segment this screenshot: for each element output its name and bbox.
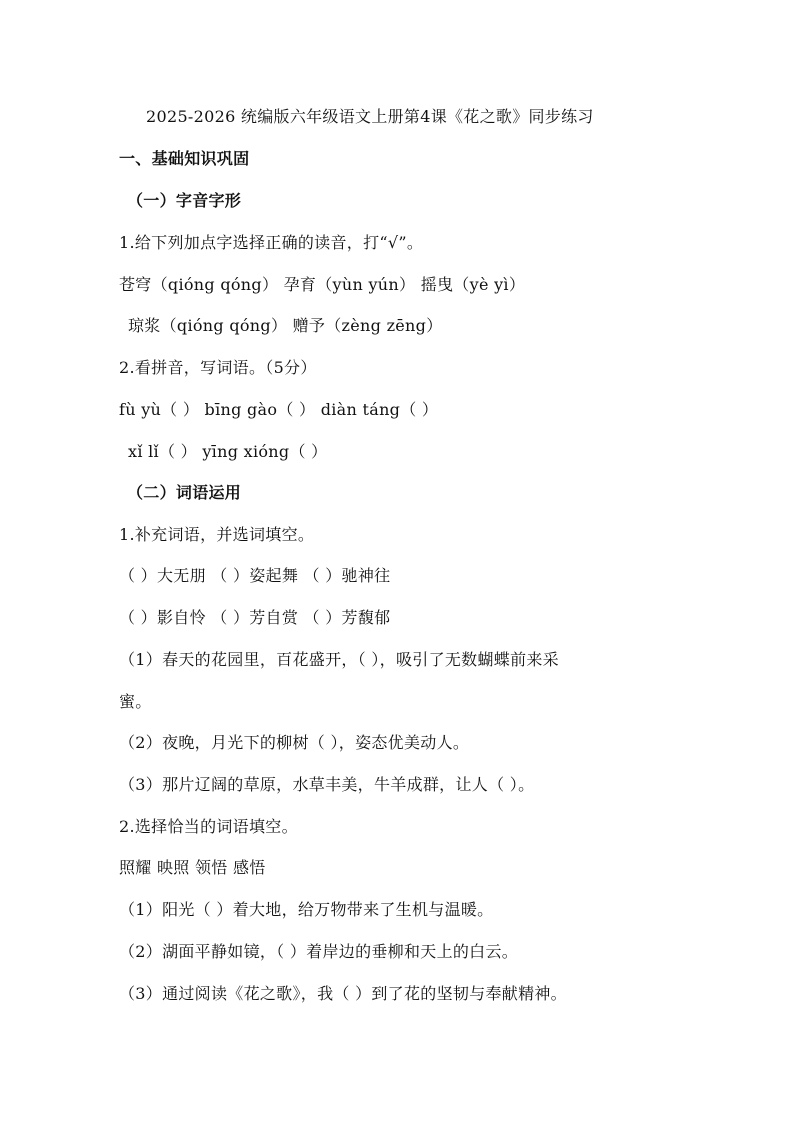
question-4-sentence-2: （2）湖面平静如镜，（ ）着岸边的垂柳和天上的白云。 bbox=[119, 942, 519, 961]
question-4-sentence-1: （1）阳光（ ）着大地，给万物带来了生机与温暖。 bbox=[119, 900, 494, 919]
question-3-sentence-3: （3）那片辽阔的草原，水草丰美，牛羊成群，让人（ ）。 bbox=[119, 775, 535, 794]
question-4-sentence-3: （3）通过阅读《花之歌》，我（ ）到了花的坚韧与奉献精神。 bbox=[119, 984, 567, 1003]
question-4-prompt: 2.选择恰当的词语填空。 bbox=[119, 817, 298, 836]
question-2-prompt: 2.看拼音，写词语。（5分） bbox=[119, 358, 317, 377]
question-3-prompt: 1.补充词语，并选词填空。 bbox=[119, 525, 315, 544]
question-3-words-line-2: （ ）影自怜 （ ）芳自赏 （ ）芳馥郁 bbox=[119, 608, 391, 627]
question-3-sentence-1-continued: 蜜。 bbox=[119, 692, 152, 711]
subsection-heading-pronunciation: （一）字音字形 bbox=[127, 191, 242, 210]
question-3-sentence-1: （1）春天的花园里，百花盛开，（ ），吸引了无数蝴蝶前来采 bbox=[119, 650, 559, 669]
question-2-pinyin-line-2: xǐ lǐ（ ） yīng xióng（ ） bbox=[128, 442, 328, 461]
subsection-heading-word-usage: （二）词语运用 bbox=[127, 483, 242, 502]
document-title: 2025-2026 统编版六年级语文上册第4课《花之歌》同步练习 bbox=[146, 107, 594, 126]
question-3-words-line-1: （ ）大无朋 （ ）姿起舞 （ ）驰神往 bbox=[119, 566, 391, 585]
question-4-word-bank: 照耀 映照 领悟 感悟 bbox=[119, 858, 266, 877]
question-1-options-line-2: 琼浆（qióng qóng） 赠予（zèng zēng） bbox=[128, 316, 443, 335]
question-1-prompt: 1.给下列加点字选择正确的读音，打“√”。 bbox=[119, 233, 424, 252]
question-3-sentence-2: （2）夜晚，月光下的柳树（ ），姿态优美动人。 bbox=[119, 733, 470, 752]
question-2-pinyin-line-1: fù yù（ ） bīng gào（ ） diàn táng（ ） bbox=[119, 400, 439, 419]
section-heading-basics: 一、基础知识巩固 bbox=[119, 149, 250, 168]
question-1-options-line-1: 苍穹（qióng qóng） 孕育（yùn yún） 摇曳（yè yì） bbox=[119, 275, 526, 294]
